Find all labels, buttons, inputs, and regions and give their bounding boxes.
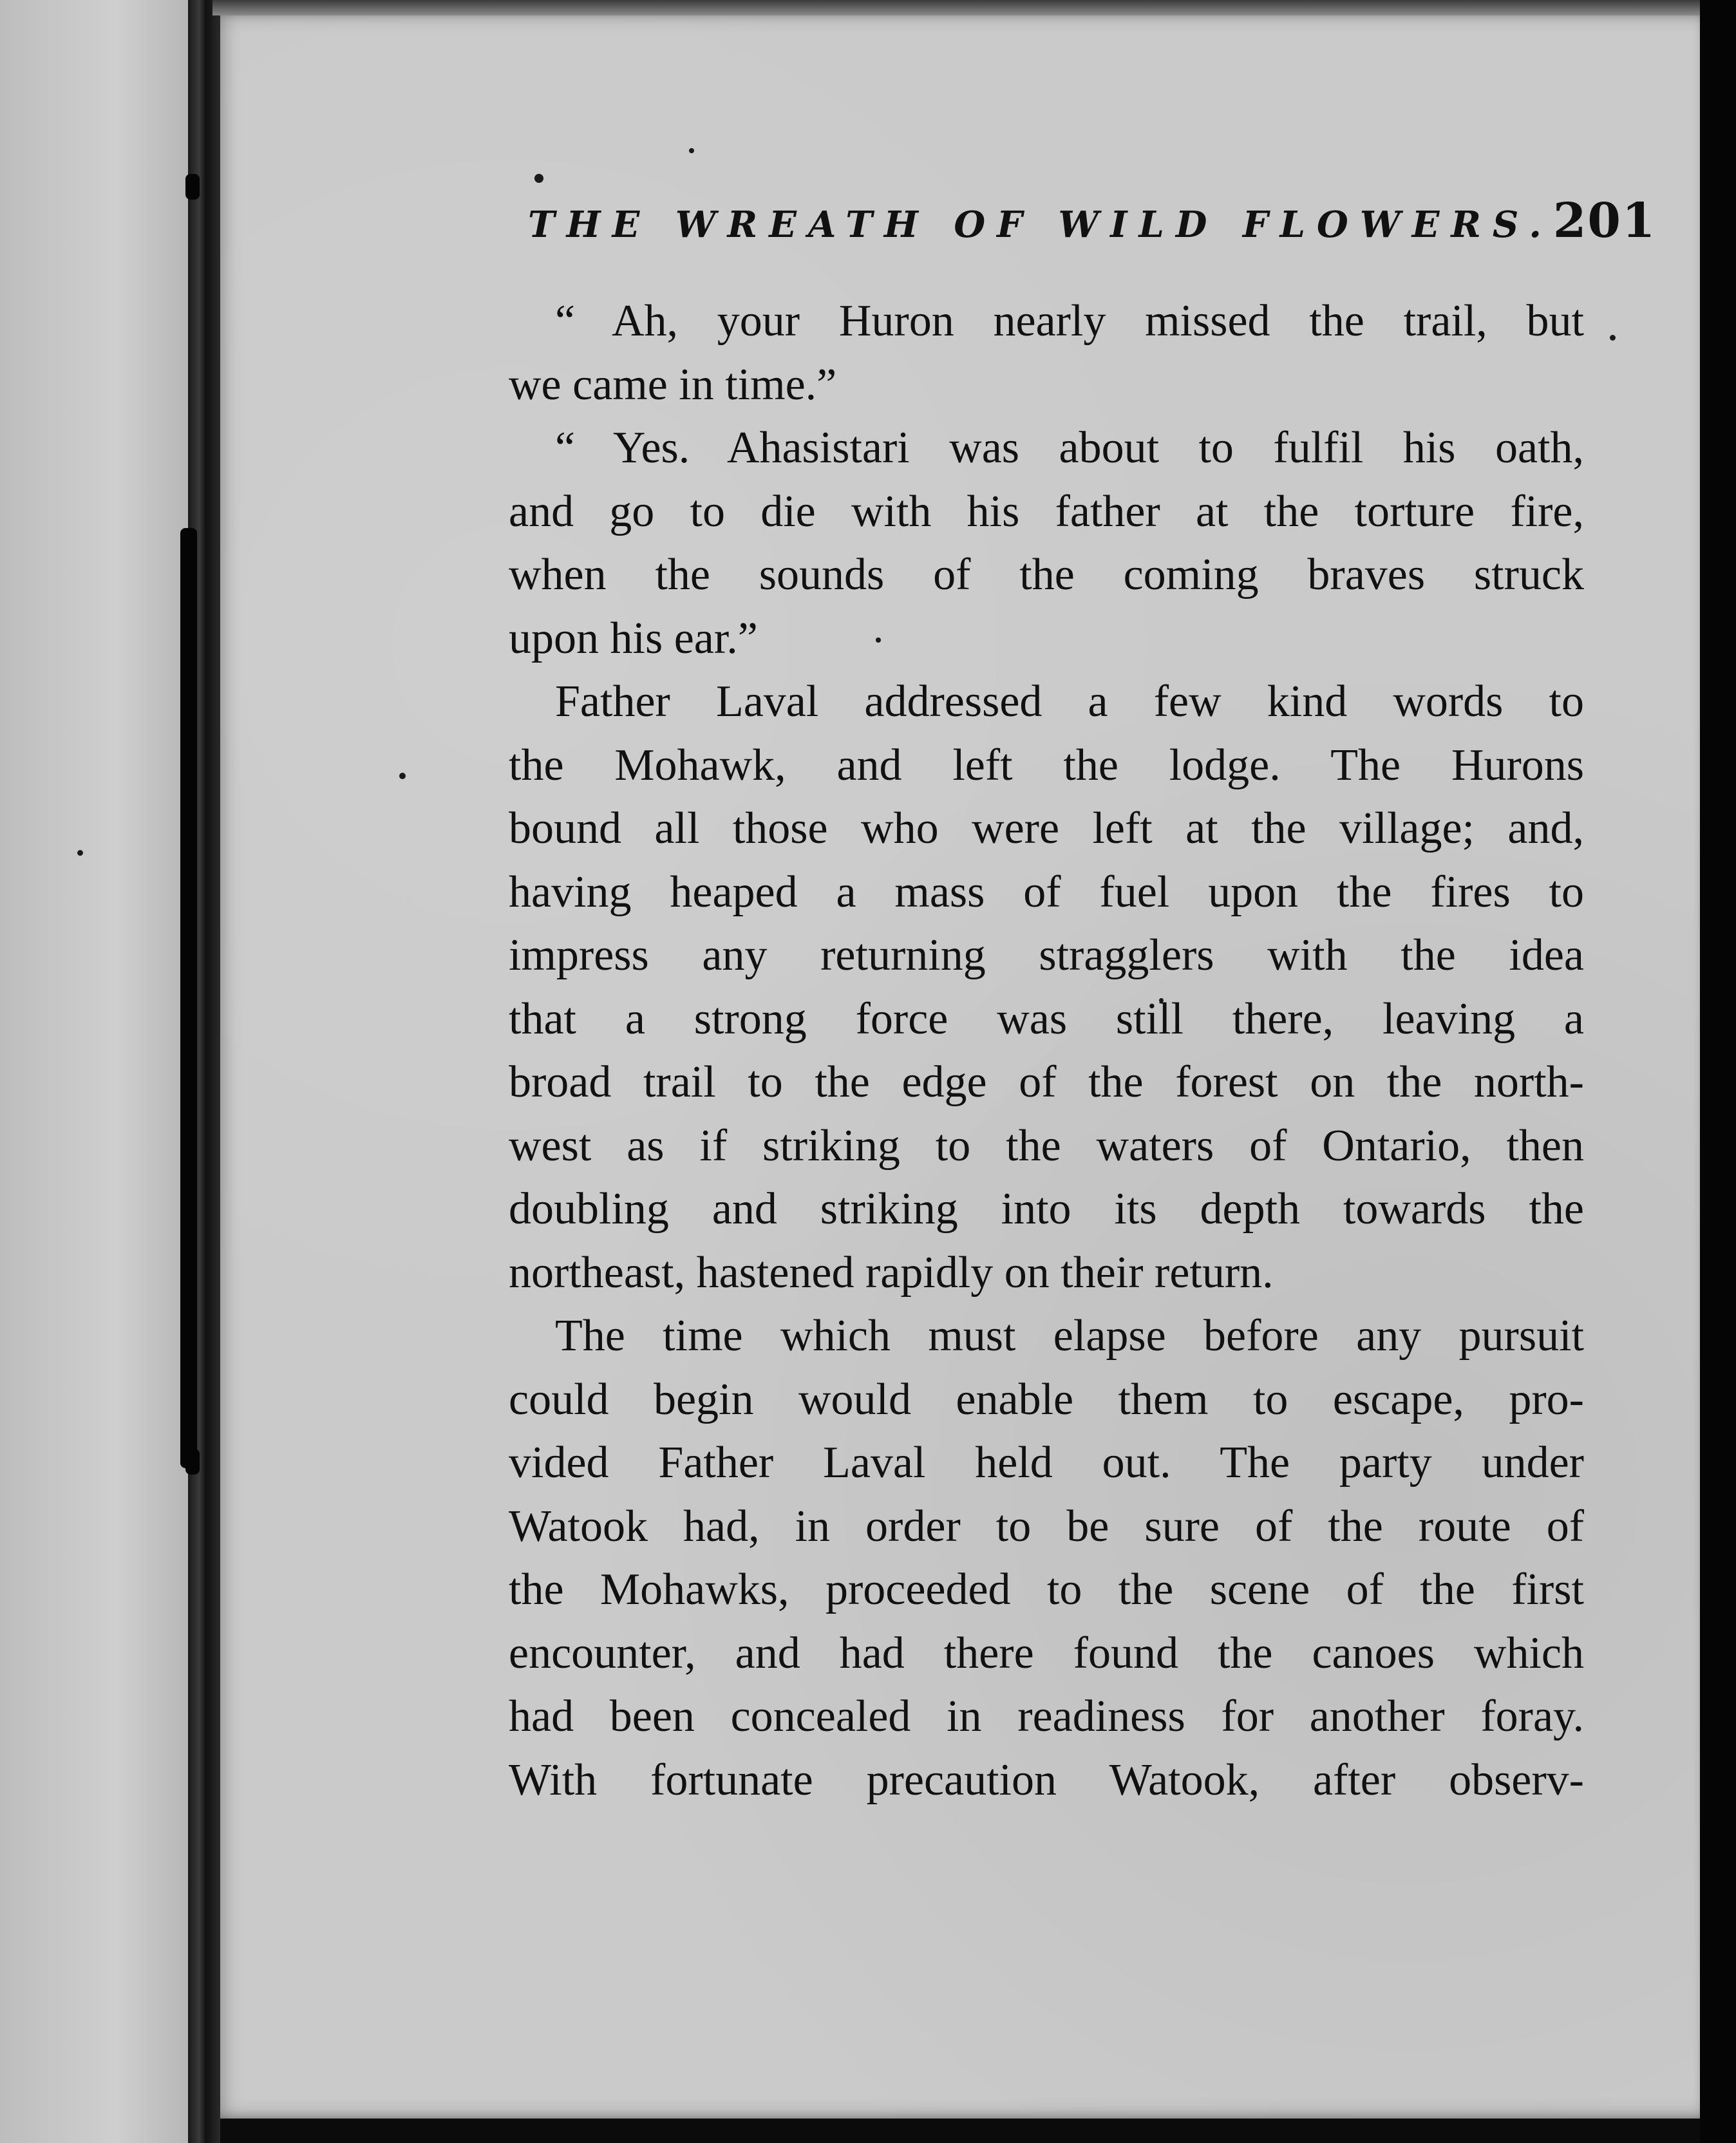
text-line: impress any returning stragglers with the idea [509,930,1584,980]
scan-speck [77,850,83,856]
text-line: west as if striking to the waters of Ontario, then [509,1120,1584,1171]
text-line: northeast, hastened rapidly on their return. [509,1247,1274,1298]
scan-speck [534,174,543,183]
text-line: could begin would enable them to escape, pro- [509,1374,1584,1424]
text-line: vided Father Laval held out. The party under [509,1438,1584,1487]
text-line: bound all those who were left at the village; and, [509,804,1584,853]
running-title: THE WREATH OF WILD FLOWERS. [528,203,1553,246]
scan-speck [689,148,694,153]
text-line: we came in time.” [509,359,837,410]
text-line: the Mohawk, and left the lodge. The Hurons [509,740,1584,790]
text-line: had been concealed in readiness for another foray. [509,1692,1584,1741]
text-line: broad trail to the edge of the forest on the north- [509,1057,1584,1107]
body-text [509,290,1584,1812]
binding-thread [180,528,197,1468]
page-top-edge [212,0,1713,15]
text-line: when the sounds of the coming braves struck [509,550,1584,599]
page-right-edge [1700,0,1736,2143]
binding-thread [185,1449,200,1475]
text-line: encounter, and had there found the canoes which [509,1628,1584,1678]
text-line: having heaped a mass of fuel upon the fires to [509,867,1584,917]
scan-speck [1610,335,1616,341]
text-line: the Mohawks, proceeded to the scene of the first [509,1565,1584,1614]
running-head [528,193,1657,264]
text-line: Father Laval addressed a few kind words to [555,677,1584,726]
text-line: and go to die with his father at the torture fire, [509,486,1584,536]
text-line: doubling and striking into its depth towards the [509,1184,1584,1234]
text-line: Watook had, in order to be sure of the route of [509,1501,1584,1551]
scan-speck [399,773,406,779]
text-line: The time which must elapse before any pursuit [555,1311,1584,1361]
text-line: “ Yes. Ahasistari was about to fulfil his oath, [555,423,1584,473]
text-line: upon his ear.” [509,613,758,663]
text-line: “ Ah, your Huron nearly missed the trail, but [555,296,1584,346]
binding-thread [185,174,200,200]
page-number: 201 [1552,193,1657,249]
text-line: that a strong force was still there, leaving a [509,994,1584,1044]
text-line: With fortunate precaution Watook, after observ- [509,1755,1584,1805]
previous-page-edge [0,0,193,2143]
